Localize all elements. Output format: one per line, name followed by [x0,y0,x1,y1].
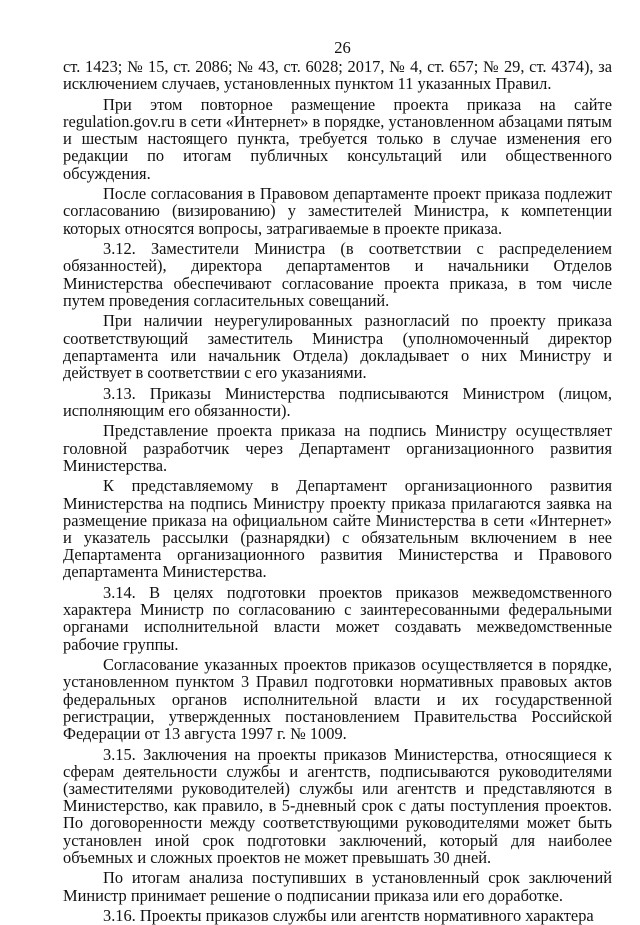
paragraph: По итогам анализа поступивших в установленный срок заключений Министр принимает решение о подписании приказа или его доработке. [63,868,612,905]
paragraph: Представление проекта приказа на подпись Министру осуществляет головной разработчик через Департамент организационного развития Министерства. [63,421,612,475]
paragraph-clause-3-15: 3.15. Заключения на проекты приказов Министерства, относящиеся к сферам деятельности службы и агентств, подписываются руководителями (заместителями руководителей) службы или агентств и представляются в Министерство, как правило, в 5-дневный срок с даты поступления проектов. По договоренности между соответствующими руководителями может быть установлен иной срок подготовки заключений, который для наиболее объемных и сложных проектов не может превышать 30 дней. [63,744,612,867]
paragraph: К представляемому в Департамент организационного развития Министерства на подпись Министру проекту приказа прилагаются заявка на размещение приказа на официальном сайте Министерства в сети «Интернет» и указатель рассылки (разнарядки) с обязательным включением в нее Департамента организационного развития Министерства и Правового департамента Министерства. [63,476,612,582]
paragraph-clause-3-12: 3.12. Заместители Министра (в соответствии с распределением обязанностей), директора департаментов и начальники Отделов Министерства обеспечивают согласование проекта приказа, в том числе путем проведения согласительных совещаний. [63,239,612,310]
paragraph-continuation: ст. 1423; № 15, ст. 2086; № 43, ст. 6028; 2017, № 4, ст. 657; № 29, ст. 4374), за исключением случаев, установленных пунктом 11 указанных Правил. [63,57,612,94]
paragraph: Согласование указанных проектов приказов осуществляется в порядке, установленном пунктом 3 Правил подготовки нормативных правовых актов федеральных органов исполнительной власти и их государственной регистрации, утвержденных постановлением Правительства Российской Федерации от 13 августа 1997 г. № 1009. [63,655,612,744]
paragraph: При этом повторное размещение проекта приказа на сайте regulation.gov.ru в сети «Интернет» в порядке, установленном абзацами пятым и шестым настоящего пункта, требуется только в случае изменения его редакции по итогам публичных консультаций или общественного обсуждения. [63,94,612,183]
paragraph-clause-3-16: 3.16. Проекты приказов службы или агентств нормативного характера [103,906,594,925]
paragraph: При наличии неурегулированных разногласий по проекту приказа соответствующий заместитель Министра (уполномоченный директор департамента или начальник Отдела) докладывает о них Министру и действует в соответствии с его указаниями. [63,311,612,383]
paragraph-clause-3-14: 3.14. В целях подготовки проектов приказов межведомственного характера Министр по согласованию с заинтересованными федеральными органами исполнительной власти может создавать межведомственные рабочие группы. [63,583,612,654]
paragraph: После согласования в Правовом департаменте проект приказа подлежит согласованию (визированию) у заместителей Министра, к компетенции которых относятся вопросы, затрагиваемые в проекте приказа. [63,184,612,238]
paragraph-clause-3-13: 3.13. Приказы Министерства подписываются Министром (лицом, исполняющим его обязанности). [63,383,612,420]
document-body [63,58,612,924]
page-number: 26 [334,38,351,57]
